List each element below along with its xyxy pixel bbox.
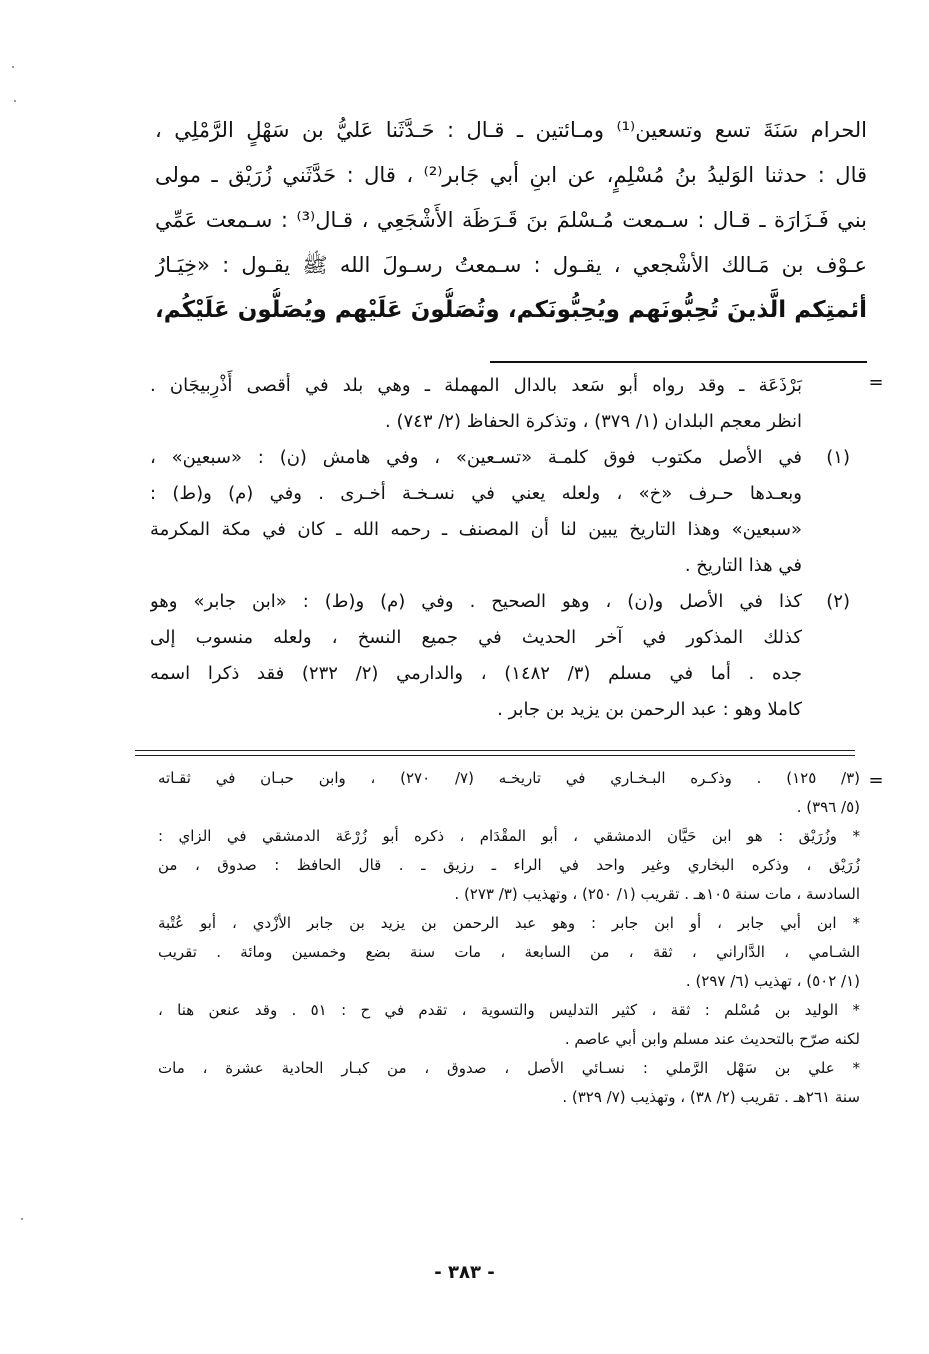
- note-line: لكنه صرّح بالتحديث عند مسلم وابن أبي عاصم .: [564, 1030, 860, 1048]
- scan-speck: [12, 66, 14, 68]
- footnote-text: في الأصل مكتوب فوق كلمـة «تسـعين» ، وفي هامش (ن) : «سبعين» ،: [150, 447, 802, 468]
- footnote-1-line: وبعـدها حـرف «خ» ، ولعله يعني في نسـخـة أخـرى . وفي (م) و(ط) :: [150, 483, 802, 504]
- note-line: السادسة ، مات سنة ١٠٥هـ . تقريب (١/ ٢٥٠) ، وتهذيب (٣/ ٢٧٣) .: [454, 885, 860, 903]
- footnote-1-line: في هذا التاريخ .: [684, 555, 802, 576]
- notes-separator-rule: [135, 750, 855, 756]
- hadith-text-line: أئمتِكم الَّذينَ تُحِبُّونَهم ويُحِبُّونَكم، وتُصَلُّونَ عَلَيْهم ويُصَلُّون عَلَيْكُم،: [155, 297, 867, 323]
- footnote-continuation-line: بَرْذَعَة ـ وقد رواه أبو سَعد بالدال المهملة ـ وهي بلد في أقصى أَذْرِبيجَان .: [150, 375, 802, 396]
- note-line: * علي بن سَهْل الرَّملي : نسـائي الأصل ، صدوق ، من كبـار الحادية عشرة ، مات: [158, 1059, 860, 1077]
- notes-continuation-marker: =: [868, 770, 884, 791]
- main-text-line: قال : حدثنا الوَليدُ بنُ مُسْلِمٍ، عن ابنِ أبي جَابر⁽²⁾ ، قال : حَدَّثَني زُرَيْق ـ مولى: [155, 163, 867, 187]
- footnote-1-line: «سبعين» وهذا التاريخ يبين لنا أن المصنف ـ رحمه الله ـ كان في مكة المكرمة: [150, 519, 802, 540]
- scan-speck: [14, 100, 16, 102]
- note-line: * وزُرَيْق : هو ابن حَيَّان الدمشقي ، أبو المقْدَام ، ذكره أبو زُرْعَة الدمشقي في الزاي :: [158, 827, 860, 845]
- note-line: الشـامي ، الدَّاراني ، ثقة ، من السابعة ، مات سنة بضع وخمسين ومائة . تقريب: [158, 943, 860, 961]
- scan-speck: [21, 1218, 23, 1220]
- footnote-1-line: [150, 440, 850, 476]
- main-text-line: عـوْف بن مَـالك الأشْجعي ، يقـول : سـمعتُ رسـولَ الله ﷺ يقـول : «خِيَـارُ: [155, 253, 867, 277]
- main-text-block: [155, 108, 867, 333]
- footnote-separator-rule: [490, 361, 867, 363]
- footnote-2-line: جده . أما في مسلم (٣/ ١٤٨٢) ، والدارمي (٢/ ٢٣٢) فقد ذكرا اسمه: [150, 663, 802, 684]
- main-text-line: بني فَـزَارَة ـ قـال : سـمعت مُـسْلمَ بنَ قَـرَظَة الأَشْجَعِي ، قـال⁽³⁾ : سـمعت عَمِّي: [155, 208, 867, 232]
- note-line: * ابن أبي جابر ، أو ابن جابر : وهو عبد الرحمن بن يزيد بن جابر الأزْدي ، أبو عُتْبة: [158, 914, 860, 932]
- note-line: (٣/ ١٢٥) . وذكـره البـخـاري في تاريخـه (٧/ ٢٧٠) ، وابن حبـان في ثقـاته: [158, 769, 860, 787]
- footnote-text: كذا في الأصل و(ن) ، وهو الصحيح . وفي (م) و(ط) : «ابن جابر» وهو: [150, 591, 802, 612]
- continuation-marker: =: [868, 372, 884, 393]
- footnote-number: (٢): [826, 591, 850, 612]
- note-line: سنة ٢٦١هـ . تقريب (٢/ ٣٨) ، وتهذيب (٧/ ٣٢٩) .: [562, 1088, 860, 1106]
- footnotes-block: [150, 368, 850, 728]
- page-number: - ٣٨٣ -: [434, 1262, 495, 1283]
- note-line: (١/ ٥٠٢) ، تهذيب (٦/ ٢٩٧) .: [685, 972, 860, 990]
- note-line: (٥/ ٣٩٦) .: [796, 798, 860, 816]
- narrator-notes-block: [158, 764, 860, 1112]
- footnote-continuation-line: انظر معجم البلدان (١/ ٣٧٩) ، وتذكرة الحفاظ (٢/ ٧٤٣) .: [385, 411, 802, 432]
- main-text-line: الحرام سَنَةَ تسع وتسعين⁽¹⁾ ومـائتين ـ قـال : حَـدَّثَنا عَليُّ بن سَهْلٍ الرَّمْلِي ،: [155, 118, 867, 142]
- footnote-2-line: كاملا وهو : عبد الرحمن بن يزيد بن جابر .: [497, 699, 802, 720]
- note-line: زُرَيْق ، وذكره البخاري وغير واحد في الراء ـ رزيق ـ . قال الحافظ : صدوق ، من: [158, 856, 860, 874]
- note-line: * الوليد بن مُسْلم : ثقة ، كثير التدليس والتسوية ، تقدم في ح : ٥١ . وقد عنعن هنا ،: [158, 1001, 860, 1019]
- footnote-2-line: كذلك المذكور في آخر الحديث في جميع النسخ ، ولعله منسوب إلى: [150, 627, 802, 648]
- footnote-2-line: [150, 584, 850, 620]
- footnote-number: (١): [826, 447, 850, 468]
